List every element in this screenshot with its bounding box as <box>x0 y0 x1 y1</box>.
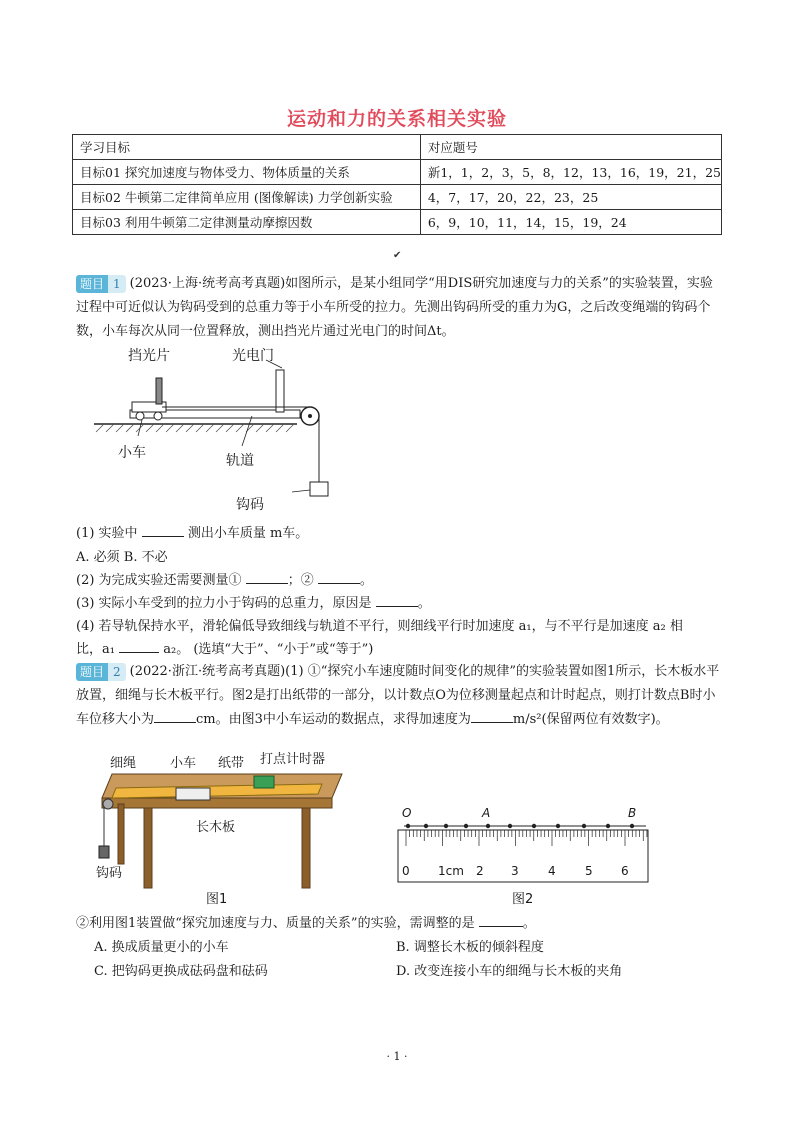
label-rope: 细绳 <box>110 756 137 771</box>
answer-blank[interactable] <box>318 569 360 584</box>
page-number: · 1 · <box>386 1050 408 1063</box>
hanging-weight <box>99 846 109 858</box>
table-row <box>73 160 722 185</box>
figure2-caption: 图2 <box>512 892 534 907</box>
ruler-label: 5 <box>585 864 593 878</box>
q1-sub4-line2 <box>76 638 373 657</box>
shutter <box>156 378 162 404</box>
answer-blank[interactable] <box>119 638 159 653</box>
q2-stem-text: (1) ①“探究小车速度随时间变化的规律”的实验装置如图1所示，长木板水平放置，细绳与长木板平行。图2是打出纸带的一部分，以计数点O为位移测量起点和计时起点，则打计数点B时小车位移大小为 <box>76 664 720 727</box>
table-header-cell: 学习目标 <box>73 135 421 160</box>
ruler-label: 6 <box>621 864 629 878</box>
table-header-row <box>73 135 722 160</box>
q1-sub2-text: (2) 为完成实验还需要测量① <box>76 573 242 588</box>
table-leg <box>118 804 124 864</box>
label-weight: 钩码 <box>236 497 264 513</box>
q2-figure2-ruler <box>396 816 652 886</box>
hanging-weight <box>310 482 328 496</box>
label-photogate: 光电门 <box>232 348 274 364</box>
label-timer: 打点计时器 <box>260 752 326 767</box>
timer <box>254 776 274 788</box>
q2-source: (2022·浙江·统考高考真题) <box>129 664 286 679</box>
ruler-label: 4 <box>548 864 556 878</box>
ruler-label: 3 <box>511 864 519 878</box>
badge-label: 题目 <box>76 663 108 681</box>
hatch-pattern <box>96 424 294 432</box>
q1-sub2-sep: ；② <box>287 573 314 588</box>
table-cell: 新1，1，2，3，5，8，12，13，16，19，21，25 <box>420 160 721 185</box>
option-d[interactable]: D. 改变连接小车的细绳与长木板的夹角 <box>396 964 623 979</box>
q1-sub4-text: 比，a₁ <box>76 642 115 657</box>
ruler-body <box>398 830 648 882</box>
table-cell: 4，7，17，20，22，23，25 <box>420 185 721 210</box>
answer-blank[interactable] <box>142 522 184 537</box>
table-row <box>73 210 722 235</box>
q1-sub3 <box>76 592 431 611</box>
label-track: 轨道 <box>226 453 254 469</box>
table-edge <box>102 798 332 808</box>
pointer-line <box>292 490 310 492</box>
table-cell: 6，9，10，11，14，15，19，24 <box>420 210 721 235</box>
q2-stem <box>76 660 724 732</box>
q1-badge <box>76 275 126 293</box>
photogate <box>276 370 284 412</box>
badge-label: 题目 <box>76 275 108 293</box>
pulley-axle <box>308 414 312 418</box>
q2-sub2-text: ②利用图1装置做“探究加速度与力、质量的关系”的实验，需调整的是 <box>76 916 475 931</box>
ruler-label: 2 <box>476 864 484 878</box>
q1-sub4-text-2: a₂。 (选填“大于”、“小于”或“等于”) <box>163 642 374 657</box>
label-weight: 钩码 <box>96 866 123 881</box>
answer-blank[interactable] <box>154 708 196 723</box>
answer-blank[interactable] <box>376 592 418 607</box>
label-cart: 小车 <box>118 445 146 461</box>
checkmark-icon: ✔ <box>393 250 402 261</box>
q1-sub1-text-2: 测出小车质量 m车。 <box>187 526 309 541</box>
option-b[interactable]: B. 调整长木板的倾斜程度 <box>396 940 544 955</box>
label-cart: 小车 <box>170 756 197 771</box>
label-point-a: A <box>482 806 491 820</box>
table-leg <box>144 808 152 888</box>
option-a[interactable]: A. 换成质量更小的小车 <box>94 940 229 955</box>
q1-source: (2023·上海·统考高考真题) <box>129 276 286 291</box>
option-c[interactable]: C. 把钩码更换成砝码盘和砝码 <box>94 964 268 979</box>
q1-sub3-end: 。 <box>417 596 431 611</box>
answer-blank[interactable] <box>246 569 288 584</box>
answer-blank[interactable] <box>479 912 523 927</box>
q1-stem-text: 如图所示，是某小组同学“用DIS研究加速度与力的关系”的实验装置，实验过程中可近似认为钩码受到的总重力等于小车所受的拉力。先测出钩码所受的重力为G，之后改变绳端的钩码个数，小车每次从同一位置释放，测出挡光片通过光电门的时间Δt。 <box>76 276 713 339</box>
label-shutter: 挡光片 <box>128 348 170 364</box>
label-point-b: B <box>628 806 637 820</box>
q2-stem-text-3: m/s²(保留两位有效数字)。 <box>512 712 669 727</box>
q1-stem <box>76 272 724 344</box>
label-point-o: O <box>402 806 412 820</box>
q2-sub2 <box>76 912 536 931</box>
cart-wheel <box>136 412 144 420</box>
table-cell: 目标02 牛顿第二定律简单应用 (图像解读) 力学创新实验 <box>73 185 421 210</box>
table-leg <box>302 808 310 888</box>
pointer-line <box>138 420 142 436</box>
goals-table <box>72 134 722 235</box>
table-cell: 目标03 利用牛顿第二定律测量动摩擦因数 <box>73 210 421 235</box>
cart <box>176 788 210 800</box>
pointer-line <box>242 416 252 446</box>
q1-sub4-line1: (4) 若导轨保持水平，滑轮偏低导致细线与轨道不平行，则细线平行时加速度 a₁，与不平行是加速度 a₂ 相 <box>76 619 683 634</box>
ruler-label: 1cm <box>438 864 464 878</box>
badge-number: 2 <box>108 663 126 681</box>
q2-stem-text-2: cm。由图3中小车运动的数据点，求得加速度为 <box>196 712 471 727</box>
q1-sub3-text: (3) 实际小车受到的拉力小于钩码的总重力，原因是 <box>76 596 372 611</box>
q1-options: A. 必须 B. 不必 <box>76 550 168 565</box>
table-cell: 目标01 探究加速度与物体受力、物体质量的关系 <box>73 160 421 185</box>
table-row <box>73 185 722 210</box>
q2-badge <box>76 663 126 681</box>
badge-number: 1 <box>108 275 126 293</box>
figure1-caption: 图1 <box>206 892 228 907</box>
answer-blank[interactable] <box>471 708 513 723</box>
q1-apparatus-figure <box>92 340 342 515</box>
q1-sub1-text: (1) 实验中 <box>76 526 138 541</box>
label-board: 长木板 <box>196 820 236 835</box>
table-header-cell: 对应题号 <box>420 135 721 160</box>
cart-wheel <box>154 412 162 420</box>
q1-sub2-end: 。 <box>359 573 373 588</box>
label-tape: 纸带 <box>218 756 245 771</box>
q1-sub2 <box>76 569 373 588</box>
q2-sub2-end: 。 <box>522 916 536 931</box>
page-title: 运动和力的关系相关实验 <box>286 108 507 130</box>
ruler-label: 0 <box>402 864 410 878</box>
q1-sub1 <box>76 522 308 541</box>
